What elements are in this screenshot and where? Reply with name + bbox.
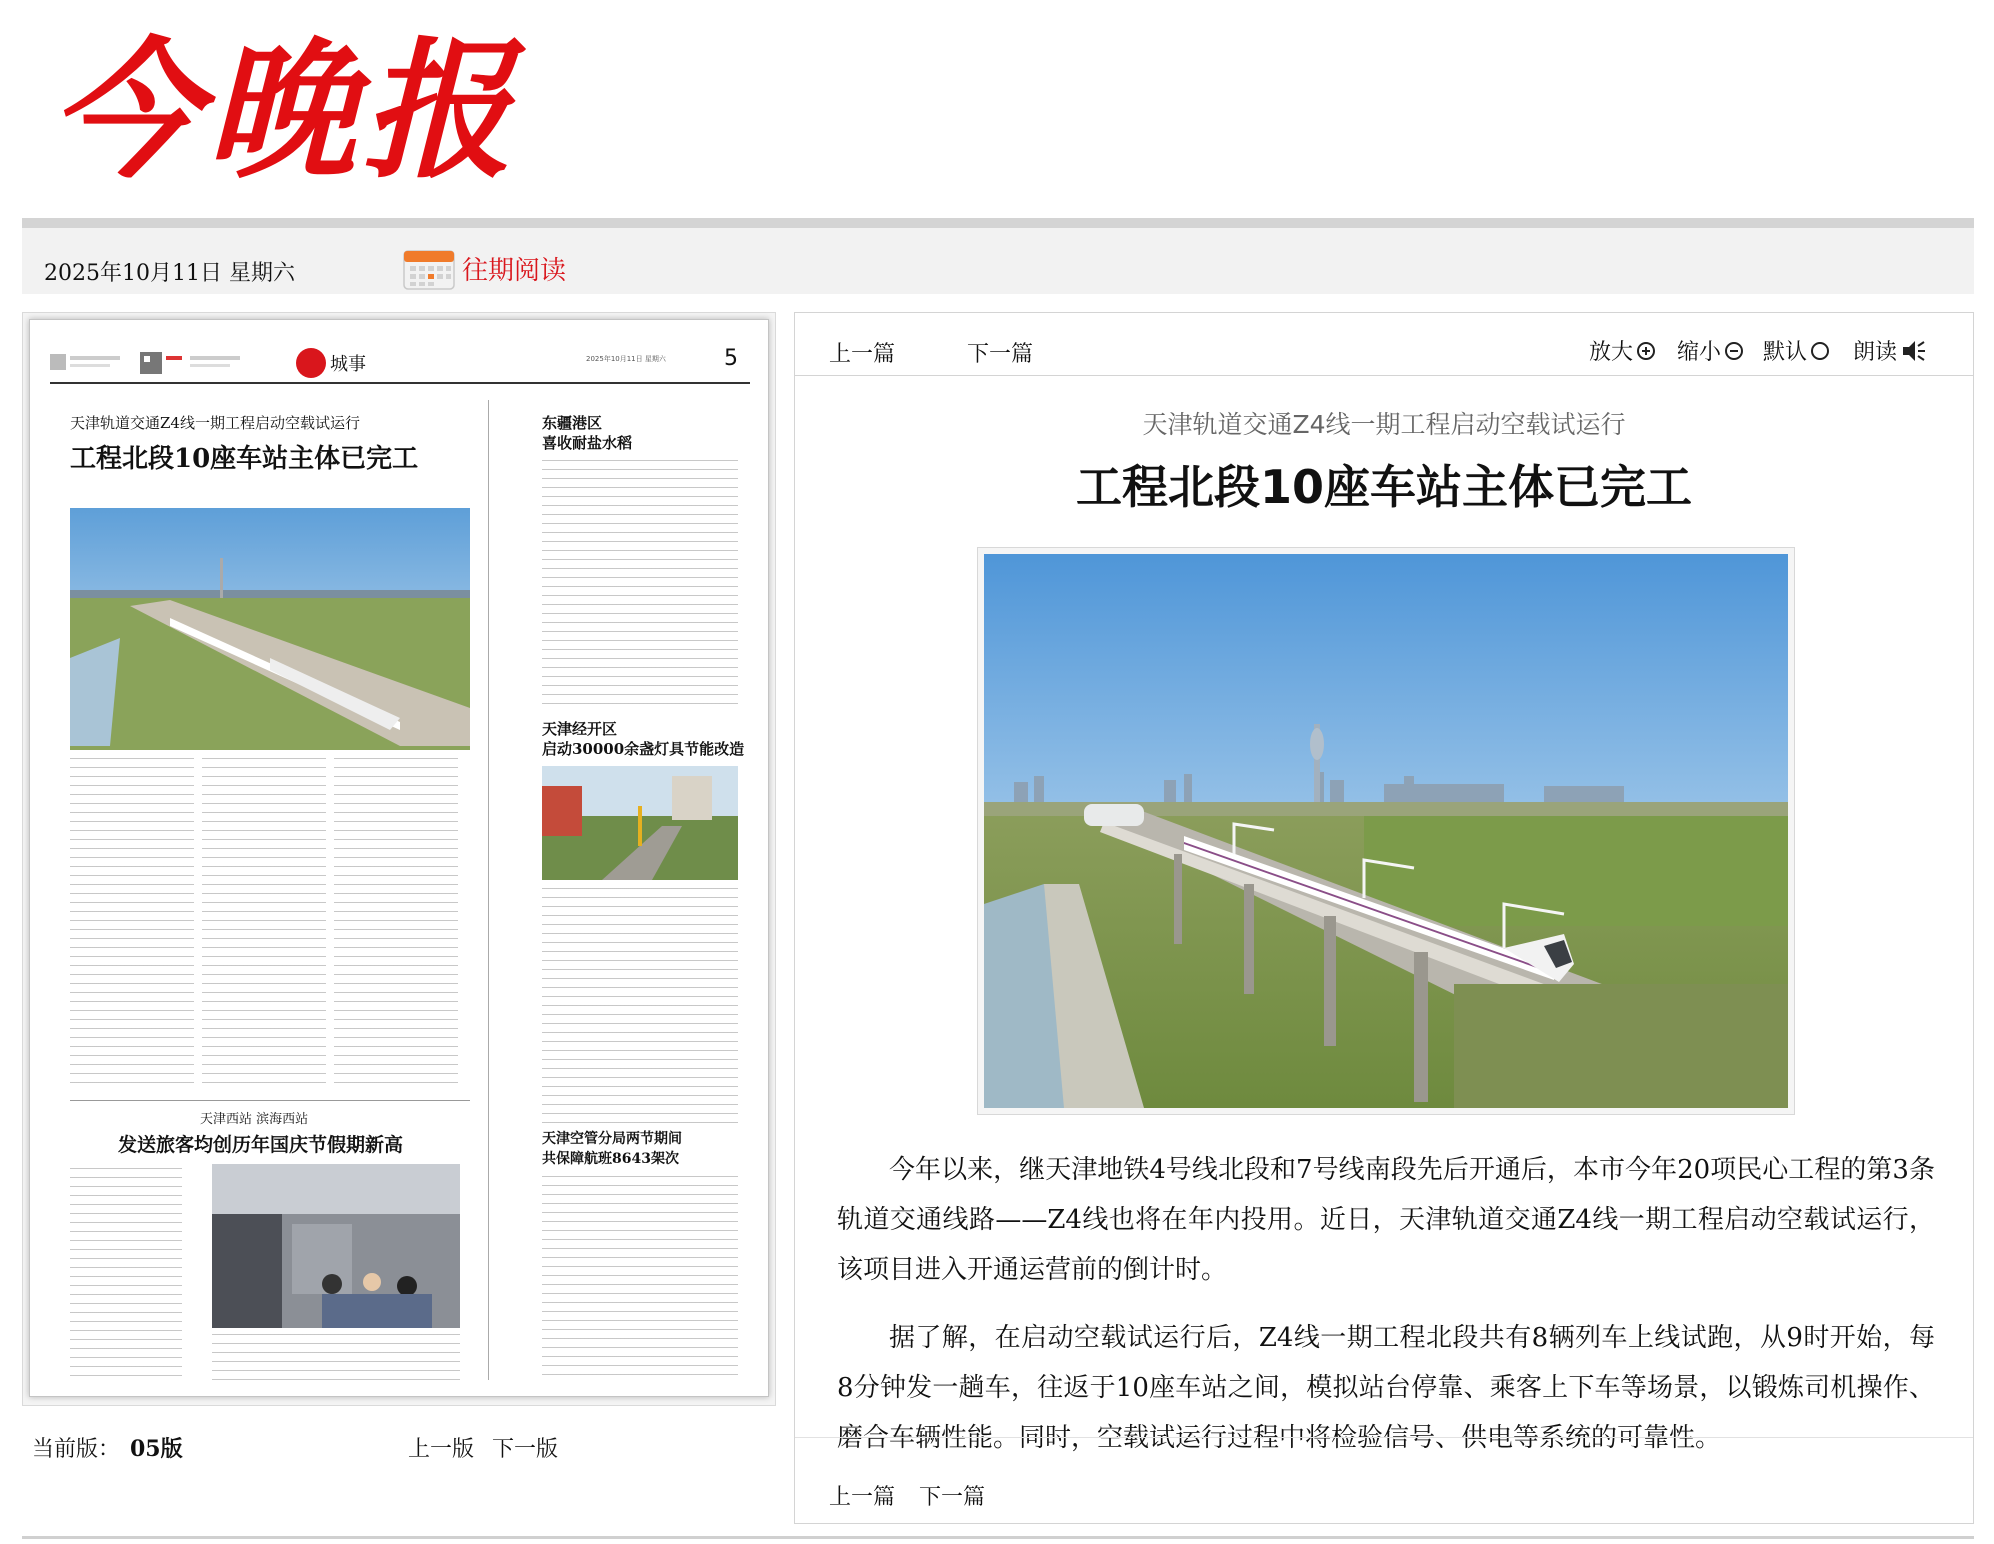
main-story-headline: 工程北段10座车站主体已完工 [70,444,419,474]
section-logo-icon [296,348,326,378]
main-story-body-col1 [70,758,194,1088]
main-story-kicker: 天津轨道交通Z4线一期工程启动空载试运行 [70,414,360,432]
next-edition-link[interactable]: 下一版 [492,1437,559,1462]
side1-title-b: 喜收耐盐水稻 [542,434,633,452]
article-photo-frame [977,547,1795,1115]
right-column-rule [488,400,489,1380]
section-badge: 城事 [330,354,366,375]
archive-label: 往期阅读 [462,255,567,286]
masthead-logo [50,16,590,206]
zoom-in-label: 放大 [1589,340,1634,365]
article-panel [794,312,1974,1524]
calendar-icon [402,245,458,291]
side3-title-a: 天津空管分局两节期间 [542,1131,682,1147]
zoom-out-icon [1725,342,1743,360]
issue-date: 2025年10月11日 星期六 [44,261,295,286]
article-photo [984,554,1788,1108]
article-body [837,1145,1935,1453]
speaker-icon [1901,338,1927,364]
story-divider [70,1100,470,1101]
page-thumbnail-panel [22,312,776,1406]
story2-photo [212,1164,460,1328]
page-header-meta: 2025年10月11日 星期六 [586,355,666,363]
page-header-rule [50,382,750,384]
side1-title-a: 东疆港区 [542,414,603,432]
default-size-label: 默认 [1763,340,1808,365]
edition-bar [22,1424,776,1464]
footer-rule [22,1536,1974,1539]
archive-link[interactable] [402,244,566,292]
bottom-prev-article-link[interactable]: 上一篇 [829,1485,896,1510]
story2-kicker: 天津西站 滨海西站 [200,1112,309,1127]
main-story-body-col2 [202,758,326,1088]
article-paragraph: 今年以来，继天津地铁4号线北段和7号线南段先后开通后，本市今年20项民心工程的第3条轨道交通线路——Z4线也将在年内投用。近日，天津轨道交通Z4线一期工程启动空载试运行，该项目进入开通运营前的倒计时。 [837,1155,1935,1285]
article-bottom-nav [795,1437,1973,1524]
newspaper-page-image[interactable] [29,319,769,1397]
zoom-in-button[interactable] [1589,335,1655,366]
zoom-out-label: 缩小 [1677,340,1722,365]
story2-headline: 发送旅客均创历年国庆节假期新高 [118,1134,404,1156]
page-header-sponsor-logos [50,350,250,376]
zoom-out-button[interactable] [1677,335,1743,366]
bottom-next-article-link[interactable]: 下一篇 [919,1485,986,1510]
article-headline: 工程北段10座车站主体已完工 [1075,460,1692,514]
side1-body [542,460,738,704]
side2-body [542,888,738,1128]
current-edition-label: 当前版： [32,1437,121,1462]
side3-body [542,1176,738,1378]
prev-article-link[interactable]: 上一篇 [829,342,896,367]
page-number: 5 [724,346,738,371]
side2-photo [542,766,738,880]
side2-title-a: 天津经开区 [542,720,618,738]
prev-edition-link[interactable]: 上一版 [408,1437,475,1462]
main-story-photo [70,508,470,746]
side3-title-b: 共保障航班8643架次 [542,1151,679,1167]
zoom-in-icon [1637,342,1655,360]
article-toolbar [795,313,1973,376]
read-aloud-button[interactable] [1853,335,1927,366]
default-size-button[interactable] [1763,335,1829,366]
date-bar [22,218,1974,294]
side2-title-b: 启动30000余盏灯具节能改造 [542,740,745,758]
article-kicker: 天津轨道交通Z4线一期工程启动空载试运行 [1142,410,1626,439]
article-paragraph: 据了解，在启动空载试运行后，Z4线一期工程北段共有8辆列车上线试跑，从9时开始，每8分钟发一趟车，往返于10座车站之间，模拟站台停靠、乘客上下车等场景，以锻炼司机操作、磨合车辆性能。同时，空载试运行过程中将检验信号、供电等系统的可靠性。 [837,1323,1935,1453]
read-aloud-label: 朗读 [1853,340,1898,365]
story2-body-left [70,1168,182,1378]
masthead-logo-text: 今晚报 [50,23,519,199]
current-edition-value: 05版 [130,1436,183,1462]
story2-body-right [212,1334,460,1380]
default-size-icon [1811,342,1829,360]
next-article-link[interactable]: 下一篇 [967,342,1034,367]
main-story-body-col3 [334,758,458,1088]
